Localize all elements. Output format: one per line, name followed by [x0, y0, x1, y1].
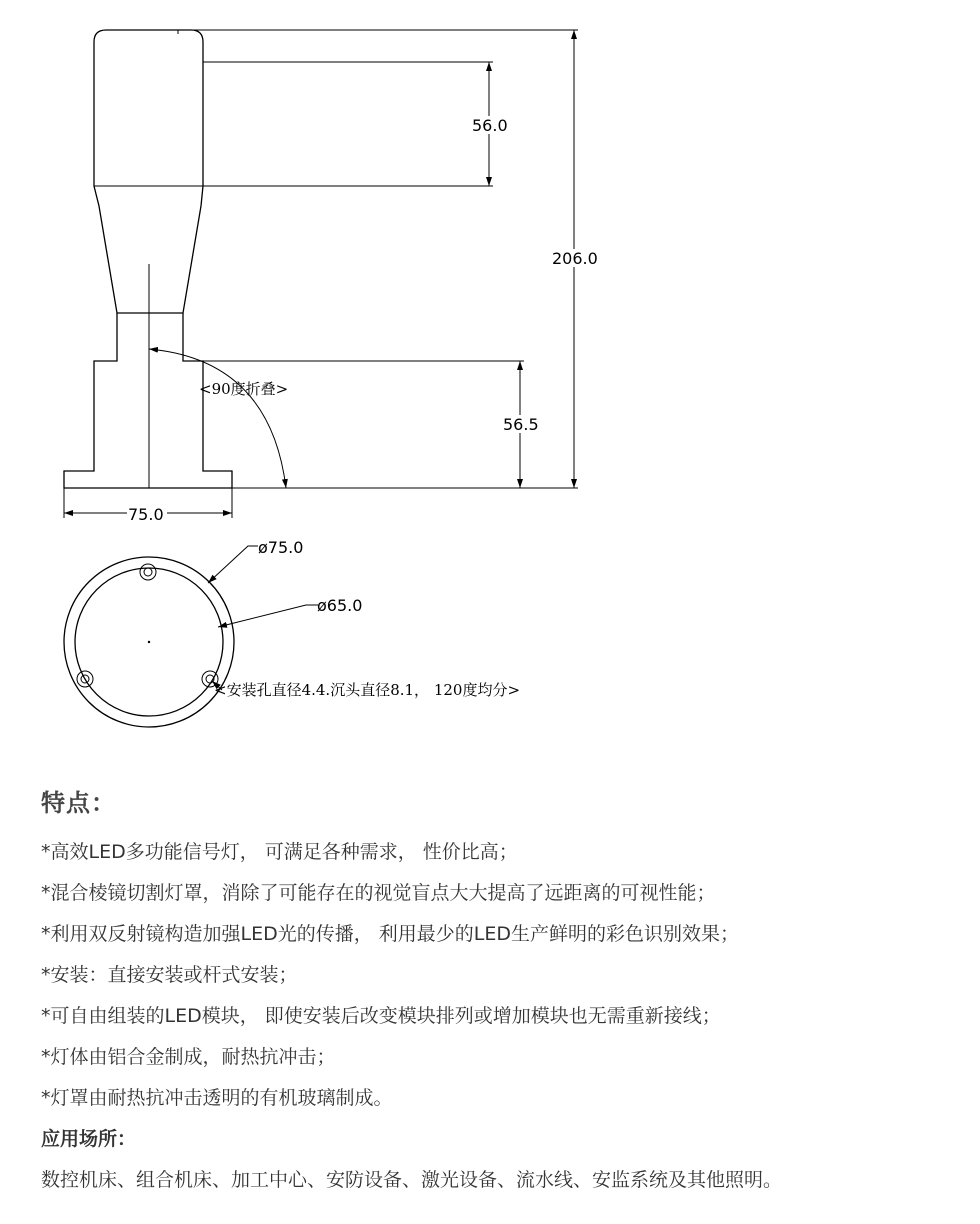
- dia-inner-label: ø65.0: [317, 596, 363, 615]
- feature-item: *灯罩由耐热抗冲击透明的有机玻璃制成。: [41, 1087, 393, 1109]
- lamp-side-view: [64, 30, 232, 518]
- dim-base-width: 75.0: [128, 505, 164, 524]
- dim-total-height: 206.0: [552, 249, 598, 268]
- applications-heading: 应用场所：: [41, 1128, 137, 1150]
- fold-angle-note: <90度折叠>: [199, 380, 289, 398]
- feature-item: *利用双反射镜构造加强LED光的传播， 利用最少的LED生产鲜明的彩色识别效果；: [41, 923, 739, 945]
- feature-item: *安装：直接安装或杆式安装；: [41, 964, 298, 986]
- features-section: [41, 783, 971, 1201]
- mounting-hole-top: [140, 564, 156, 580]
- lamp-bottom-view: [64, 546, 318, 727]
- features-heading: 特点：: [41, 789, 116, 817]
- feature-item: *灯体由铝合金制成，耐热抗冲击；: [41, 1046, 336, 1068]
- applications-text: 数控机床、组合机床、加工中心、安防设备、激光设备、流水线、安监系统及其他照明。: [41, 1169, 783, 1191]
- dim-base-height: 56.5: [503, 415, 539, 434]
- mounting-hole-note: <安装孔直径4.4.沉头直径8.1， 120度均分>: [214, 681, 521, 699]
- dimension-lines: [64, 30, 574, 513]
- dim-top-section: 56.0: [472, 116, 508, 135]
- feature-item: *可自由组装的LED模块， 即使安装后改变模块排列或增加模块也无需重新接线；: [41, 1005, 721, 1027]
- dia-outer-label: ø75.0: [258, 538, 304, 557]
- feature-item: *混合棱镜切割灯罩，消除了可能存在的视觉盲点大大提高了远距离的可视性能；: [41, 882, 716, 904]
- feature-item: *高效LED多功能信号灯， 可满足各种需求， 性价比高；: [41, 841, 518, 863]
